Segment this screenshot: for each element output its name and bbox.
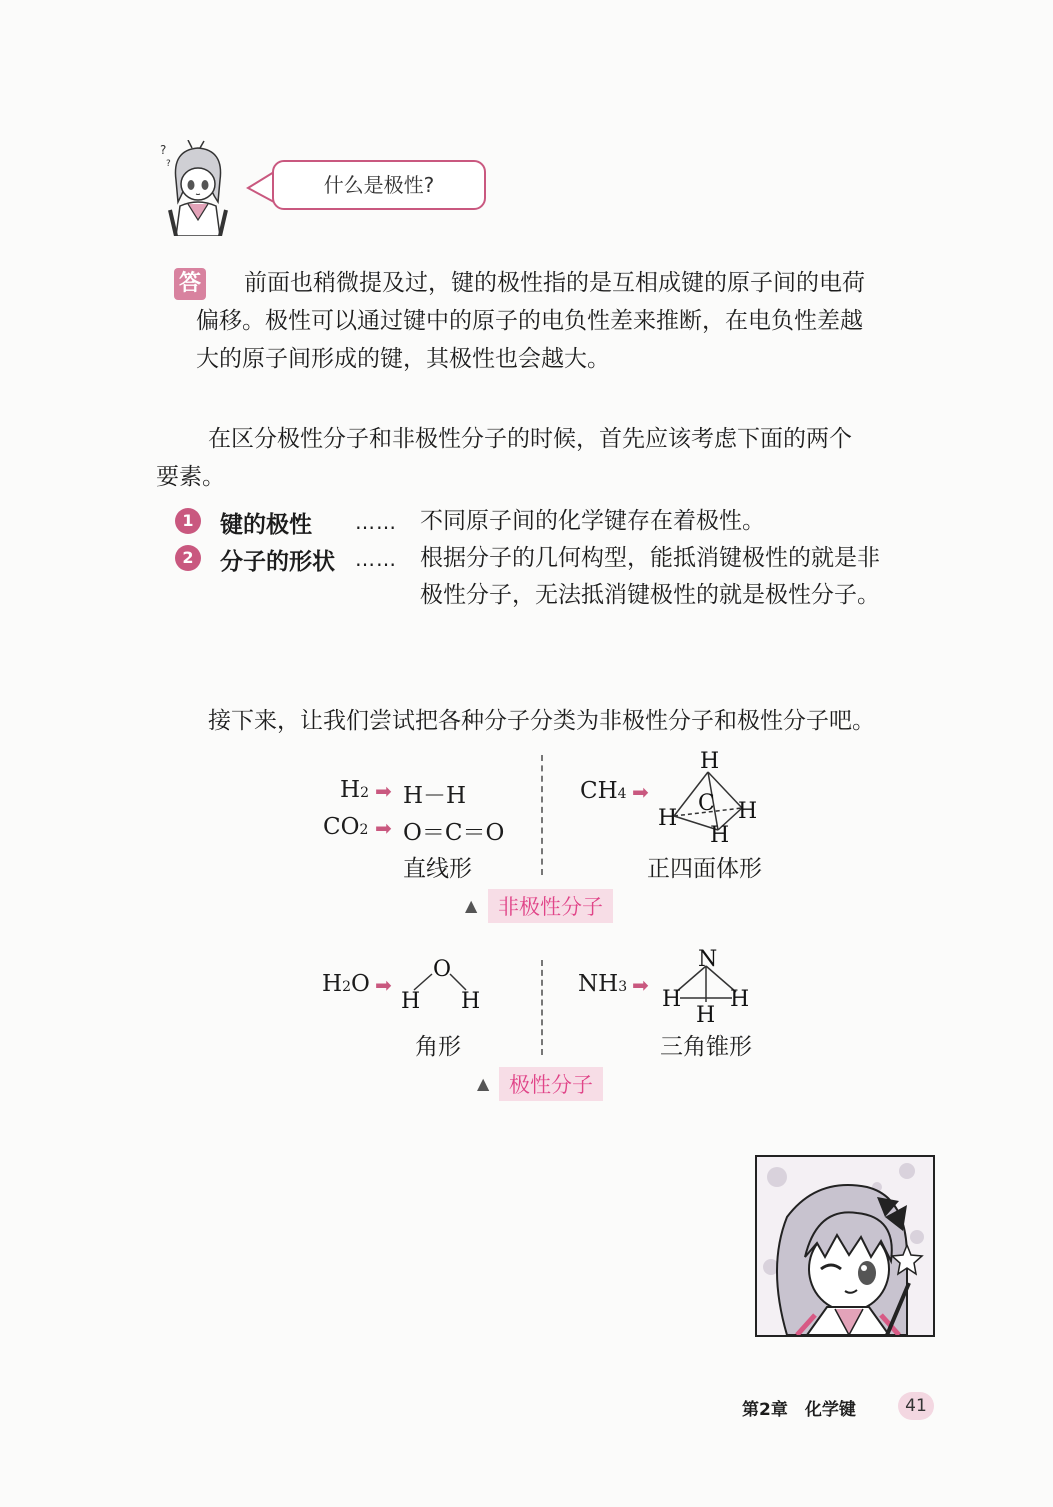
triangle-icon: ▲ — [477, 1074, 490, 1093]
svg-text:?: ? — [160, 143, 167, 157]
pyramid-atom-n: N — [698, 947, 718, 972]
factor-2-text-line-2: 极性分子，无法抵消键极性的就是极性分子。 — [420, 582, 880, 608]
divider-polar — [541, 960, 543, 1055]
arrow-icon: ➡ — [375, 816, 392, 840]
molecule-co2: CO2 — [323, 814, 369, 840]
answer-line-3: 大的原子间形成的键，其极性也会越大。 — [196, 346, 610, 372]
question-text: 什么是极性? — [323, 173, 435, 197]
formula-h2: H－H — [403, 783, 467, 809]
tetrahedron-structure — [650, 748, 770, 848]
divider-nonpolar — [541, 755, 543, 875]
factor-2-title: 分子的形状 — [220, 549, 335, 575]
character-illustration — [755, 1155, 935, 1337]
answer-badge: 答 — [174, 268, 206, 300]
footer-chapter: 第2章 化学键 — [742, 1400, 856, 1420]
triangle-icon: ▲ — [465, 896, 478, 915]
bent-atom-h-right: H — [461, 989, 481, 1014]
question-character-illustration — [158, 140, 238, 236]
tetra-atom-left: H — [658, 806, 678, 831]
molecule-h2: H2 — [340, 777, 369, 803]
factor-2-number: 2 — [175, 545, 201, 571]
arrow-icon: ➡ — [632, 973, 649, 997]
next-text: 接下来，让我们尝试把各种分子分类为非极性分子和极性分子吧。 — [208, 708, 875, 734]
arrow-icon: ➡ — [375, 779, 392, 803]
formula-co2: O＝C＝O — [403, 820, 505, 846]
factor-1-text: 不同原子间的化学键存在着极性。 — [420, 508, 765, 534]
category-polar: 极性分子 — [499, 1067, 603, 1101]
tetra-atom-right: H — [738, 799, 758, 824]
pyramid-atom-h-left: H — [662, 987, 682, 1012]
bent-structure — [396, 952, 496, 1018]
shape-label-bent: 角形 — [415, 1034, 461, 1060]
answer-line-1: 前面也稍微提及过，键的极性指的是互相成键的原子间的电荷 — [244, 270, 865, 296]
pyramid-atom-h-right: H — [730, 987, 750, 1012]
arrow-icon: ➡ — [375, 973, 392, 997]
factor-1-number: 1 — [175, 508, 201, 534]
tetra-atom-top: H — [700, 749, 720, 774]
molecule-h2o: H2O — [322, 971, 370, 997]
factor-2-dots: …… — [355, 547, 397, 571]
molecule-ch4: CH4 — [580, 778, 627, 804]
category-nonpolar: 非极性分子 — [488, 889, 613, 923]
molecule-nh3: NH3 — [578, 971, 628, 997]
pyramid-structure — [656, 940, 756, 1026]
shape-label-pyramidal: 三角锥形 — [660, 1034, 752, 1060]
factor-2-text-line-1: 根据分子的几何构型，能抵消键极性的就是非 — [420, 545, 880, 571]
tetra-atom-center: C — [698, 791, 715, 816]
shape-label-linear: 直线形 — [403, 856, 472, 882]
bent-atom-o: O — [433, 957, 452, 982]
answer-line-2: 偏移。极性可以通过键中的原子的电负性差来推断，在电负性差越 — [196, 308, 863, 334]
intro-line-2: 要素。 — [156, 464, 225, 490]
tetra-atom-bottom: H — [710, 823, 730, 848]
factor-1-title: 键的极性 — [220, 512, 312, 538]
bent-atom-h-left: H — [401, 989, 421, 1014]
pyramid-atom-h-bottom: H — [696, 1003, 716, 1026]
svg-text:?: ? — [166, 159, 171, 169]
arrow-icon: ➡ — [632, 780, 649, 804]
shape-label-tetrahedral: 正四面体形 — [647, 856, 762, 882]
page-number: 41 — [898, 1392, 934, 1420]
factor-1-dots: …… — [355, 510, 397, 534]
intro-line-1: 在区分极性分子和非极性分子的时候，首先应该考虑下面的两个 — [208, 426, 852, 452]
